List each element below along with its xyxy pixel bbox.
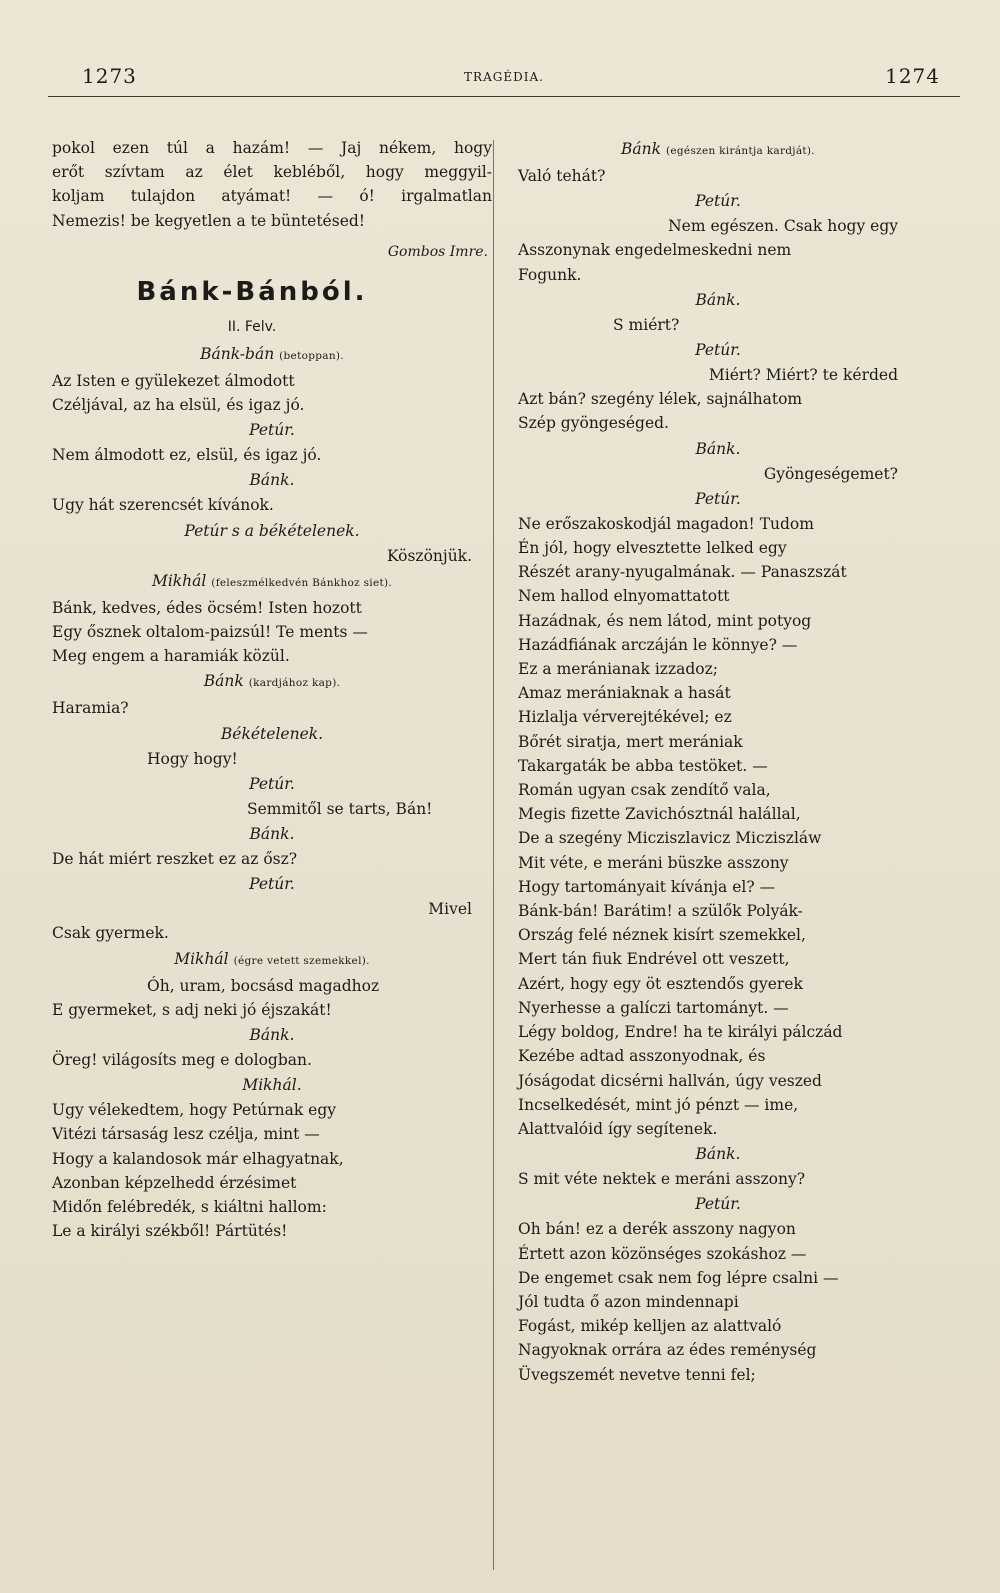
verse-line: Hogy hogy! — [147, 749, 238, 768]
stage-direction: (égre vetett szemekkel). — [233, 954, 370, 967]
header-rule — [48, 96, 960, 97]
verse-line: Mert tán fiuk Endrével ott veszett, — [518, 950, 790, 969]
verse-line: Gyöngeségemet? — [763, 464, 898, 483]
speaker-heading: Petúr. — [695, 341, 741, 360]
verse-line: Bánk-bán! Barátim! a szülők Polyák- — [518, 902, 803, 921]
verse-line: Az Isten e gyülekezet álmodott — [52, 371, 295, 390]
verse-line: Ez a meránianak izzadoz; — [518, 660, 718, 679]
verse-line: Asszonynak engedelmeskedni nem — [518, 241, 792, 260]
speaker-heading: Bánk (egészen kirántja kardját). — [621, 140, 815, 158]
verse-line: Bőrét siratja, mert merániak — [518, 732, 743, 751]
speaker-heading: Mikhál (feleszmélkedvén Bánkhoz siet). — [151, 571, 393, 590]
verse-line: Ne erőszakoskodjál magadon! Tudom — [518, 514, 814, 533]
stage-direction: (betoppan). — [279, 349, 344, 362]
verse-line: Ország felé néznek kisírt szemekkel, — [518, 926, 806, 945]
verse-line: Bánk, kedves, édes öcsém! Isten hozott — [52, 598, 362, 617]
verse-line: Midőn felébredék, s kiáltni hallom: — [52, 1198, 327, 1217]
speaker-heading: Bánk-bán (betoppan). — [200, 344, 344, 363]
verse-line: De a szegény Micziszlavicz Micziszláw — [518, 829, 822, 848]
page-number-left: 1273 — [82, 64, 137, 88]
verse-line: Üvegszemét nevetve tenni fel; — [518, 1365, 756, 1384]
verse-line: Nem egészen. Csak hogy egy — [668, 217, 898, 236]
verse-line: Ugy vélekedtem, hogy Petúrnak egy — [52, 1101, 337, 1120]
speaker-heading: Petúr. — [249, 421, 295, 440]
verse-line: Meg engem a haramiák közül. — [52, 647, 290, 666]
verse-line: Nyerhesse a galíczi tartományt. — — [518, 998, 789, 1017]
page-header — [48, 58, 960, 98]
verse-line: De hát miért reszket ez az ősz? — [52, 850, 298, 869]
speaker-heading: Bánk. — [695, 1145, 741, 1164]
verse-line: Azért, hogy egy öt esztendős gyerek — [518, 974, 803, 993]
verse-line: Fogást, mikép kelljen az alattvaló — [518, 1317, 782, 1336]
verse-line: Megis fizette Zavichósztnál halállal, — [518, 805, 801, 824]
author-signature: Gombos Imre. — [387, 243, 488, 260]
verse-line: Incselkedését, mint jó pénzt — ime, — [518, 1095, 799, 1114]
speaker-heading: Petúr. — [249, 875, 295, 894]
verse-line: Fogunk. — [518, 265, 582, 284]
act-heading: II. Felv. — [227, 318, 277, 335]
stage-direction: (egészen kirántja kardját). — [666, 145, 815, 157]
prose-line: pokol ezen túl a hazám! — Jaj nékem, hogy — [52, 139, 492, 157]
running-title: TRAGÉDIA. — [464, 70, 544, 84]
verse-line: Mivel — [428, 900, 472, 919]
verse-line: Azt bán? szegény lélek, sajnálhatom — [518, 390, 803, 409]
left-column — [52, 136, 492, 1243]
verse-line: S mit véte nektek e meráni asszony? — [518, 1170, 806, 1189]
verse-line: Én jól, hogy elvesztette lelked egy — [518, 539, 787, 558]
page-number-right: 1274 — [885, 64, 940, 88]
verse-line: Részét arany-nyugalmának. — Panaszszát — [518, 563, 847, 582]
verse-line: Vitézi társaság lesz czélja, mint — — [52, 1125, 320, 1144]
verse-line: De engemet csak nem fog lépre csalni — — [518, 1268, 839, 1287]
stage-direction: (kardjához kap). — [248, 677, 341, 690]
verse-line: Való tehát? — [518, 167, 606, 185]
speaker-heading: Mikhál (égre vetett szemekkel). — [174, 949, 370, 968]
verse-line: Kezébe adtad asszonyodnak, és — [518, 1047, 766, 1066]
speaker-heading: Bánk (kardjához kap). — [203, 672, 341, 691]
speaker-heading: Bánk. — [695, 439, 741, 458]
column-divider — [493, 140, 494, 1570]
speaker-heading: Petúr s a békételenek. — [184, 521, 360, 540]
verse-line: Nagyoknak orrára az édes reménység — [518, 1341, 817, 1360]
speaker-heading: Petúr. — [695, 192, 741, 211]
verse-line: Semmitől se tarts, Bán! — [247, 799, 433, 818]
verse-line: Román ugyan csak zendítő vala, — [518, 781, 771, 800]
verse-line: Hogy a kalandosok már elhagyatnak, — [52, 1149, 344, 1168]
verse-line: Ugy hát szerencsét kívánok. — [52, 496, 274, 515]
verse-line: Haramia? — [52, 699, 129, 718]
speaker-heading: Bánk. — [249, 825, 295, 844]
verse-line: Azonban képzelhedd érzésimet — [52, 1173, 297, 1192]
verse-line: Hogy tartományait kívánja el? — — [518, 877, 776, 896]
speaker-heading: Petúr. — [695, 489, 741, 508]
verse-line: Amaz merániaknak a hasát — [518, 684, 731, 703]
prose-line: Nemezis! be kegyetlen a te büntetésed! — [52, 211, 366, 230]
verse-line: Öreg! világosíts meg e dologban. — [52, 1051, 312, 1070]
verse-line: Takargaták be abba testöket. — — [518, 756, 768, 775]
verse-line: Oh bán! ez a derék asszony nagyon — [518, 1220, 796, 1239]
verse-line: Mit véte, e meráni büszke asszony — [518, 853, 789, 872]
prose-line: erőt szívtam az élet kebléből, hogy meggyil- — [52, 163, 492, 182]
verse-line: Egy ősznek oltalom-paizsúl! Te ments — — [52, 623, 368, 642]
right-column — [518, 136, 918, 1387]
verse-line: Csak gyermek. — [52, 924, 169, 943]
verse-line: Szép gyöngeséged. — [518, 414, 669, 433]
verse-line: Czéljával, az ha elsül, és igaz jó. — [52, 396, 305, 415]
verse-line: Hazádfiának arczáján le könnye? — — [518, 635, 798, 654]
verse-line: Miért? Miért? te kérded — [708, 366, 898, 385]
verse-line: Hizlalja vérverejtékével; ez — [518, 708, 732, 727]
verse-line: Köszönjük. — [386, 546, 472, 565]
speaker-heading: Petúr. — [249, 774, 295, 793]
verse-line: S miért? — [613, 315, 680, 334]
speaker-heading: Bánk. — [249, 471, 295, 490]
verse-line: Le a királyi székből! Pártütés! — [52, 1222, 288, 1241]
verse-line: Légy boldog, Endre! ha te királyi pálczád — [518, 1023, 843, 1042]
verse-line: Nem álmodott ez, elsül, és igaz jó. — [52, 446, 322, 465]
verse-line: Jóságodat dicsérni hallván, úgy veszed — [518, 1071, 822, 1090]
stage-direction: (feleszmélkedvén Bánkhoz siet). — [211, 576, 393, 589]
speaker-heading: Bánk. — [695, 290, 741, 309]
excerpt-title: Bánk-Bánból. — [136, 276, 368, 307]
speaker-heading: Békételenek. — [220, 724, 324, 743]
speaker-heading: Petúr. — [695, 1195, 741, 1214]
speaker-heading: Bánk. — [249, 1026, 295, 1045]
verse-line: Alattvalóid így segítenek. — [518, 1119, 718, 1138]
verse-line: Nem hallod elnyomattatott — [518, 587, 730, 606]
verse-line: Értett azon közönséges szokáshoz — — [518, 1244, 807, 1263]
prose-line: koljam tulajdon atyámat! — ó! irgalmatlan — [52, 187, 492, 206]
verse-line: E gyermeket, s adj neki jó éjszakát! — [52, 1000, 332, 1019]
speaker-heading: Mikhál. — [242, 1076, 302, 1095]
verse-line: Óh, uram, bocsásd magadhoz — [147, 976, 380, 995]
verse-line: Hazádnak, és nem látod, mint potyog — [518, 611, 812, 630]
verse-line: Jól tudta ő azon mindennapi — [518, 1292, 739, 1311]
